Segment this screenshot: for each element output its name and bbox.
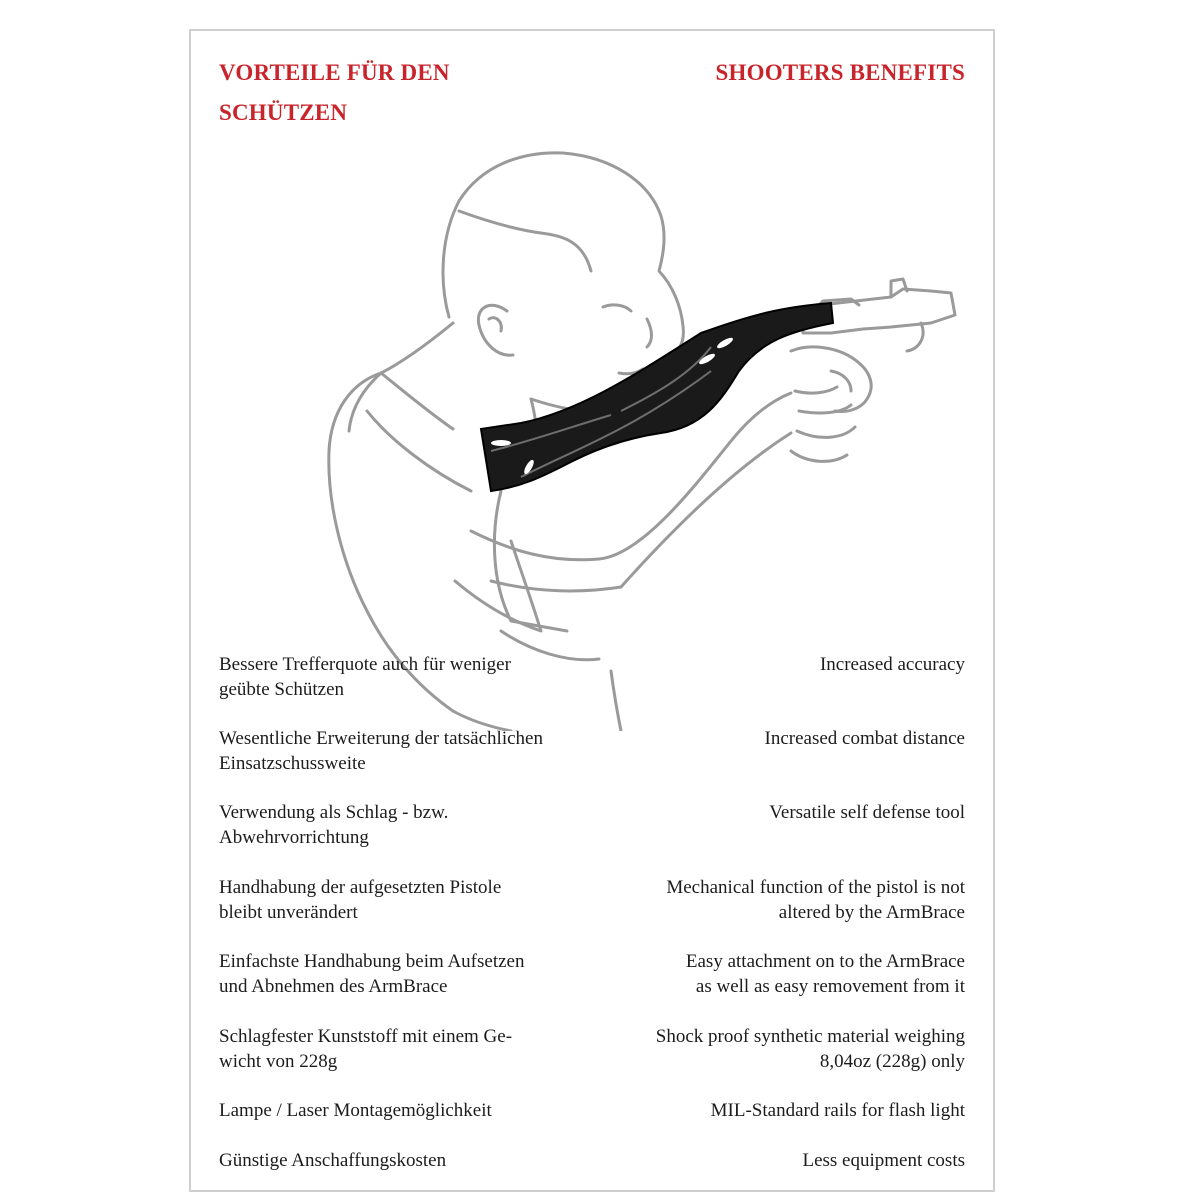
benefit-de-6-line-1: Schlagfester Kunststoff mit einem Ge-: [219, 1026, 513, 1047]
heading-german-line-2: SCHÜTZEN: [219, 100, 348, 125]
benefit-en-4-line-1: Mechanical function of the pistol is not: [666, 877, 965, 898]
nose-line: [647, 319, 652, 347]
benefit-en-2: [585, 726, 965, 751]
benefit-en-1-line-1: Increased accuracy: [819, 654, 965, 675]
benefit-de-3: [219, 800, 599, 850]
benefit-de-5-line-1: Einfachste Handhabung beim Aufsetzen: [219, 951, 525, 972]
benefit-de-2-line-2: Einsatzschussweite: [219, 753, 366, 774]
benefit-de-3-line-2: Abwehrvorrichtung: [219, 827, 369, 848]
benefits-sheet: [189, 29, 995, 1192]
benefit-de-1-line-2: geübte Schützen: [219, 679, 345, 700]
benefit-en-7-line-1: MIL-Standard rails for flash light: [710, 1100, 965, 1121]
heading-english: [645, 53, 965, 93]
benefit-de-4: [219, 875, 599, 925]
benefit-en-5: [585, 949, 965, 999]
benefit-de-6: [219, 1024, 599, 1074]
benefit-en-8: [585, 1148, 965, 1173]
benefit-en-5-line-2: as well as easy removement from it: [695, 976, 965, 997]
heading-german-line-1: VORTEILE FÜR DEN: [219, 60, 450, 85]
collar-outline: [381, 323, 453, 429]
benefit-de-7-line-1: Lampe / Laser Montagemöglichkeit: [219, 1100, 492, 1121]
benefit-en-8-line-1: Less equipment costs: [802, 1150, 965, 1171]
benefit-de-1-line-1: Bessere Trefferquote auch für weniger: [219, 654, 511, 675]
benefit-de-4-line-1: Handhabung der aufgesetzten Pistole: [219, 877, 502, 898]
benefit-en-3-line-1: Versatile self defense tool: [769, 802, 965, 823]
benefit-de-6-line-2: wicht von 228g: [219, 1051, 338, 1072]
benefit-en-4: [585, 875, 965, 925]
benefit-de-5: [219, 949, 599, 999]
benefit-en-5-line-1: Easy attachment on to the ArmBrace: [685, 951, 965, 972]
heading-english-line: SHOOTERS BENEFITS: [715, 60, 965, 85]
benefit-de-2: [219, 726, 599, 776]
benefit-en-3: [585, 800, 965, 825]
far-arm-upper: [494, 491, 567, 631]
benefit-de-2-line-1: Wesentliche Erweiterung der tatsächlichen: [219, 728, 543, 749]
benefit-en-1: [585, 652, 965, 677]
benefit-en-6-line-1: Shock proof synthetic material weighing: [655, 1026, 965, 1047]
eye-line: [603, 305, 631, 311]
benefit-en-4-line-2: altered by the ArmBrace: [778, 902, 965, 923]
benefit-en-2-line-1: Increased combat distance: [764, 728, 965, 749]
benefit-de-3-line-1: Verwendung als Schlag - bzw.: [219, 802, 449, 823]
benefit-en-7: [585, 1098, 965, 1123]
hand-outline: [791, 347, 871, 412]
benefit-en-6: [585, 1024, 965, 1074]
benefit-de-4-line-2: bleibt unverändert: [219, 902, 358, 923]
benefit-de-5-line-2: und Abnehmen des ArmBrace: [219, 976, 448, 997]
hairline: [459, 211, 591, 271]
benefit-de-1: [219, 652, 599, 702]
benefit-en-6-line-2: 8,04oz (228g) only: [819, 1051, 965, 1072]
benefit-de-7: [219, 1098, 599, 1123]
benefit-de-8: [219, 1148, 599, 1173]
benefit-de-8-line-1: Günstige Anschaffungskosten: [219, 1150, 447, 1171]
shooter-with-armbrace-illustration: [191, 111, 993, 731]
ear-outline: [478, 305, 513, 355]
